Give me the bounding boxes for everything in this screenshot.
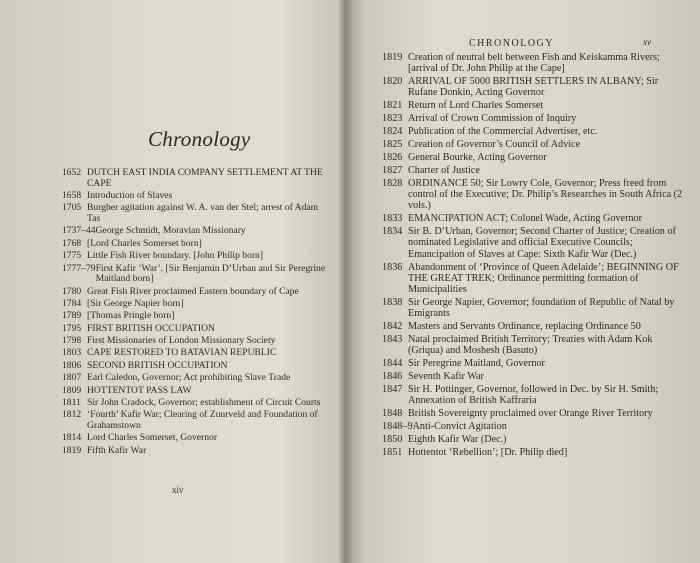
entry-year: 1824 — [382, 126, 403, 138]
entry-year: 1784 — [62, 297, 82, 309]
chronology-entry — [62, 348, 328, 359]
left-page-number: xiv — [172, 485, 184, 495]
entry-text: Fifth Kafir War — [87, 444, 147, 456]
entry-text: Creation of Governor’s Council of Advice — [408, 139, 581, 151]
entry-text: [Sir George Napier born] — [87, 297, 184, 309]
chronology-entry — [62, 251, 328, 262]
entry-year: 1777–79 — [62, 262, 96, 274]
entry-year: 1795 — [62, 322, 82, 334]
entry-year: 1826 — [382, 151, 403, 163]
entry-text: Sir B. D’Urban, Governor; Second Charter of Justice; Creation of nominated Legislative and official Executive Councils; Emancipation of Slaves at Cape: Sixth Kafir War (Dec.) — [408, 226, 676, 260]
entry-text: [Thomas Pringle born] — [87, 310, 175, 322]
entry-year: 1843 — [382, 334, 403, 346]
entry-text: HOTTENTOT PASS LAW — [87, 384, 192, 396]
entry-text: British Sovereignty proclaimed over Orange River Territory — [408, 408, 653, 420]
chronology-entry — [382, 297, 688, 320]
chronology-entry — [382, 408, 688, 419]
entry-text: George Schmidt, Moravian Missionary — [95, 225, 246, 237]
entry-text: Abandonment of ‘Province of Queen Adelaide’; BEGINNING OF THE GREAT TREK; Ordinance permitting formation of Municipalities — [408, 261, 679, 296]
chronology-entry — [382, 126, 688, 137]
entry-year: 1825 — [382, 139, 403, 151]
chronology-entry — [382, 321, 688, 332]
entry-text: [Lord Charles Somerset born] — [87, 237, 202, 249]
chronology-entry — [62, 398, 328, 409]
chronology-entry — [382, 178, 688, 212]
entry-year: 1819 — [382, 52, 403, 63]
entry-year: 1798 — [62, 335, 82, 347]
running-head: CHRONOLOGY — [469, 38, 554, 49]
entry-text: Great Fish River proclaimed Eastern boundary of Cape — [87, 285, 299, 297]
entry-year: 1846 — [382, 371, 403, 383]
chronology-entry — [382, 226, 688, 260]
entry-year: 1658 — [62, 189, 82, 201]
entry-text: DUTCH EAST INDIA COMPANY SETTLEMENT AT THE CAPE — [87, 167, 323, 189]
chronology-entry — [62, 203, 328, 224]
chronology-entry — [382, 152, 688, 163]
entry-year: 1828 — [382, 177, 403, 189]
chronology-entry — [62, 373, 328, 384]
entry-year: 1844 — [382, 358, 403, 370]
chronology-entry — [62, 386, 328, 397]
entry-year: 1814 — [62, 432, 82, 444]
entry-text: Eighth Kafir War (Dec.) — [408, 434, 507, 446]
chronology-entry — [382, 421, 688, 432]
chronology-entry — [382, 384, 688, 407]
entry-text: Seventh Kafir War — [408, 371, 484, 383]
chronology-entry — [382, 334, 688, 357]
entry-text: Masters and Servants Ordinance, replacing Ordinance 50 — [408, 321, 641, 333]
entry-year: 1820 — [382, 76, 403, 88]
chronology-entry — [62, 299, 328, 310]
entry-year: 1803 — [62, 347, 82, 359]
entry-year: 1848–9 — [382, 421, 413, 433]
entry-text: EMANCIPATION ACT; Colonel Wade, Acting Governor — [408, 213, 643, 225]
entry-year: 1842 — [382, 321, 403, 333]
entry-text: Sir George Napier, Governor; foundation of Republic of Natal by Emigrants — [408, 297, 675, 320]
chronology-entry — [382, 139, 688, 150]
entry-year: 1780 — [62, 285, 82, 297]
entry-text: ARRIVAL OF 5000 BRITISH SETTLERS IN ALBANY; Sir Rufane Donkin, Acting Governor — [408, 76, 659, 99]
chronology-entry — [382, 165, 688, 176]
entry-text: Creation of neutral belt between Fish and Keiskamma Rivers; [arrival of Dr. John Philip at the Cape] — [408, 52, 660, 75]
entry-year: 1819 — [62, 444, 82, 456]
book-gutter — [338, 0, 352, 563]
chronology-entry — [62, 287, 328, 298]
chronology-entry — [62, 446, 328, 457]
entry-text: Arrival of Crown Commission of Inquiry — [408, 113, 577, 125]
entry-year: 1807 — [62, 372, 82, 384]
chronology-heading: Chronology — [148, 127, 251, 151]
chronology-entry — [382, 113, 688, 124]
entry-year: 1811 — [62, 397, 81, 409]
chronology-entry — [62, 311, 328, 322]
chronology-entry — [62, 410, 328, 431]
entry-year: 1833 — [382, 213, 403, 225]
entry-text: First Missionaries of London Missionary Society — [87, 335, 276, 347]
entry-text: Earl Caledon, Governor; Act prohibiting Slave Trade — [87, 372, 291, 384]
entry-year: 1821 — [382, 100, 403, 112]
entry-text: Anti-Convict Agitation — [412, 421, 507, 433]
left-page — [0, 0, 340, 563]
chronology-entry — [62, 324, 328, 335]
entry-text: Sir H. Pottinger, Governor, followed in Dec. by Sir H. Smith; Annexation of British Kaffraria — [408, 384, 659, 407]
chronology-entry — [382, 434, 688, 445]
entry-year: 1809 — [62, 384, 82, 396]
chronology-entry — [382, 76, 688, 99]
chronology-entry — [382, 213, 688, 224]
right-page — [352, 0, 700, 563]
entry-text: ORDINANCE 50; Sir Lowry Cole, Governor; Press freed from control of the Executive; Dr. Philip’s Researches in South Africa (2 vols.) — [408, 177, 683, 212]
entry-year: 1652 — [62, 167, 82, 178]
chronology-entry — [382, 100, 688, 111]
entry-text: Charter of Justice — [408, 164, 480, 176]
right-page-number: xv — [643, 37, 651, 47]
chronology-entry — [62, 361, 328, 372]
entry-text: FIRST BRITISH OCCUPATION — [87, 322, 215, 334]
chronology-entry — [382, 447, 688, 458]
chronology-entry — [62, 336, 328, 347]
entry-year: 1836 — [382, 261, 403, 273]
entry-year: 1789 — [62, 310, 82, 322]
entry-year: 1705 — [62, 202, 82, 214]
entry-year: 1827 — [382, 164, 403, 176]
entry-year: 1834 — [382, 226, 403, 238]
entry-text: General Bourke, Acting Governor — [408, 151, 547, 163]
entry-text: Hottentot ‘Rebellion’; [Dr. Philip died] — [408, 446, 568, 458]
chronology-entry — [62, 239, 328, 250]
entry-text: Natal proclaimed British Territory; Treaties with Adam Kok (Griqua) and Moshesh (Basuto) — [408, 334, 653, 357]
entry-year: 1851 — [382, 446, 403, 458]
chronology-entry — [382, 371, 688, 382]
entry-text: Little Fish River boundary. [John Philip born] — [87, 250, 264, 262]
chronology-entry — [382, 262, 688, 296]
entry-text: Burgher agitation against W. A. van der Stel; arrest of Adam Tas — [87, 202, 319, 224]
entry-text: Sir Peregrine Maitland, Governor — [408, 358, 545, 370]
entry-text: Return of Lord Charles Somerset — [408, 100, 544, 112]
entry-text: CAPE RESTORED TO BATAVIAN REPUBLIC — [87, 347, 277, 359]
entry-year: 1850 — [382, 434, 403, 446]
entry-year: 1806 — [62, 359, 82, 371]
entry-year: 1848 — [382, 408, 403, 420]
entry-year: 1812 — [62, 409, 82, 421]
chronology-entry — [382, 52, 688, 75]
entry-year: 1847 — [382, 384, 403, 396]
entry-text: Publication of the Commercial Advertiser, etc. — [408, 126, 598, 138]
entry-text: First Kafir ‘War’. [Sir Benjamin D’Urban and Sir Peregrine Maitland born] — [95, 262, 326, 285]
entry-year: 1768 — [62, 237, 82, 249]
entry-year: 1838 — [382, 297, 403, 309]
entry-year: 1823 — [382, 113, 403, 125]
chronology-entry — [62, 264, 328, 285]
entry-text: SECOND BRITISH OCCUPATION — [87, 359, 228, 371]
chronology-entry — [62, 226, 328, 237]
left-chronology-list — [62, 168, 328, 458]
entry-text: Introduction of Slaves — [87, 189, 173, 201]
entry-text: Lord Charles Somerset, Governor — [87, 432, 218, 444]
entry-year: 1737–44 — [62, 225, 96, 237]
chronology-entry — [382, 358, 688, 369]
entry-year: 1775 — [62, 250, 82, 262]
chronology-entry — [62, 433, 328, 444]
chronology-entry — [62, 168, 328, 189]
entry-text: ‘Fourth’ Kafir War; Clearing of Zuurveld and Foundation of Grahamstown — [87, 409, 318, 432]
chronology-entry — [62, 191, 328, 202]
entry-text: Sir John Cradock, Governor; establishment of Circuit Courts — [87, 397, 321, 409]
right-chronology-list — [382, 52, 688, 460]
